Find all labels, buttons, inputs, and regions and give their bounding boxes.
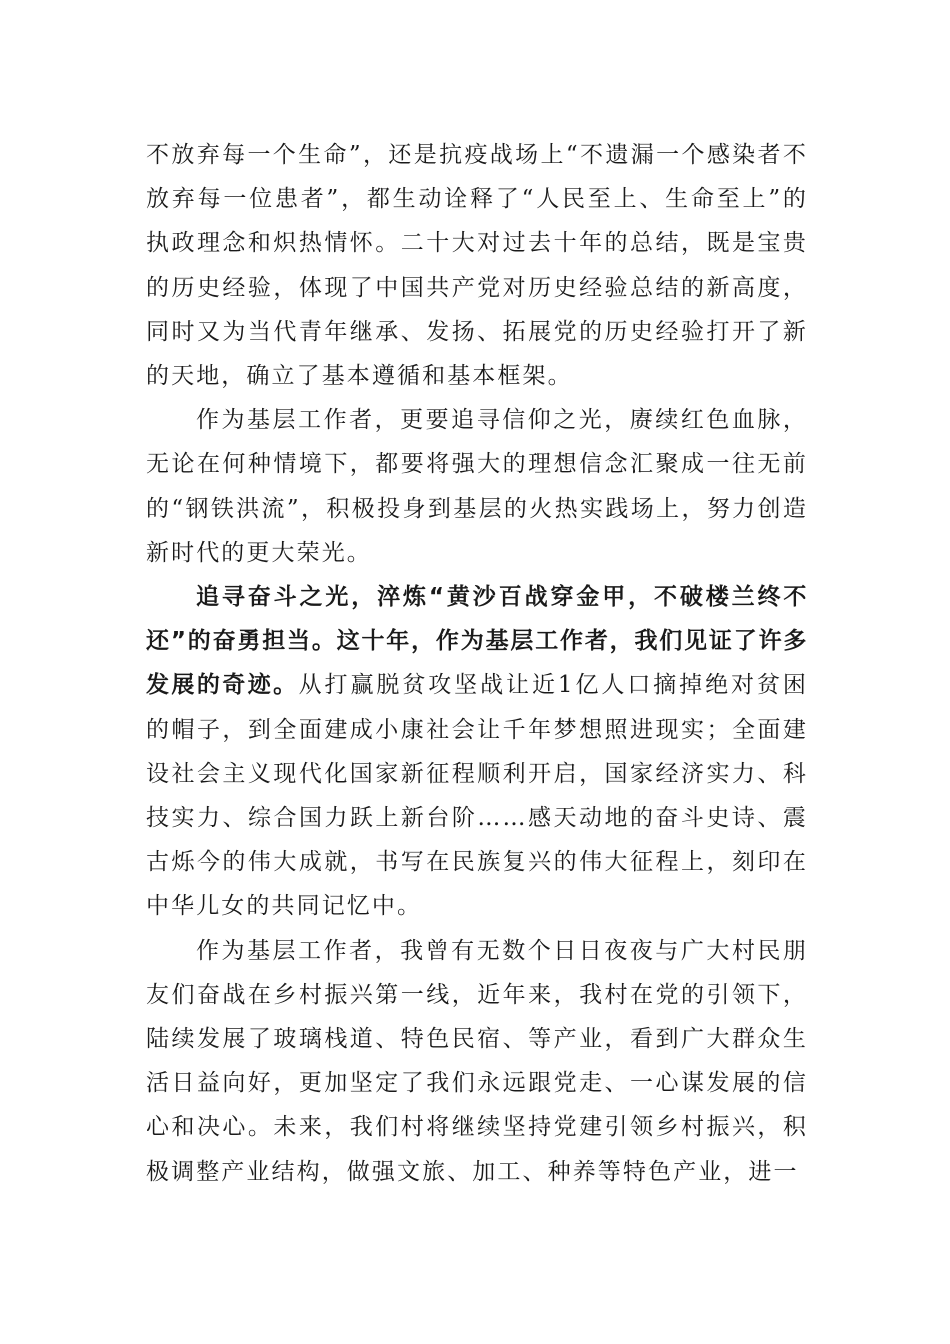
paragraph-grassroots: 作为基层工作者，我曾有无数个日日夜夜与广大村民朋友们奋战在乡村振兴第一线，近年来，我村在党的引领下，陆续发展了玻璃栈道、特色民宿、等产业，看到广大群众生活日益向好，更加坚定了我们永远跟党走、一心谋发展的信心和决心。未来，我们村将继续坚持党建引领乡村振兴，积极调整产业结构，做强文旅、加工、种养等特色产业，进一 <box>146 937 808 1185</box>
paragraph-continuation: 不放弃每一个生命”，还是抗疫战场上“不遗漏一个感染者不放弃每一位患者”，都生动诠释了“人民至上、生命至上”的执政理念和炽热情怀。二十大对过去十年的总结，既是宝贵的历史经验，体现了中国共产党对历史经验总结的新高度，同时又为当代青年继承、发扬、拓展党的历史经验打开了新的天地，确立了基本遵循和基本框架。 <box>146 142 808 390</box>
document-page <box>146 133 808 1194</box>
paragraph-struggle <box>146 575 808 929</box>
paragraph-faith: 作为基层工作者，更要追寻信仰之光，赓续红色血脉，无论在何种情境下，都要将强大的理想信念汇聚成一往无前的“钢铁洪流”，积极投身到基层的火热实践场上，努力创造新时代的更大荣光。 <box>146 407 808 566</box>
paragraph-struggle-body: 从打赢脱贫攻坚战让近1亿人口摘掉绝对贫困的帽子，到全面建成小康社会让千年梦想照进现实；全面建设社会主义现代化国家新征程顺利开启，国家经济实力、科技实力、综合国力跃上新台阶……感天动地的奋斗史诗、震古烁今的伟大成就，书写在民族复兴的伟大征程上，刻印在中华儿女的共同记忆中。 <box>146 672 808 920</box>
paragraph-heading-bold: 追寻奋斗之光，淬炼“黄沙百战穿金甲，不破楼兰终不还”的奋勇担当。这十年，作为基层工作者，我们见证了许多发展的奇迹。 <box>146 584 808 699</box>
